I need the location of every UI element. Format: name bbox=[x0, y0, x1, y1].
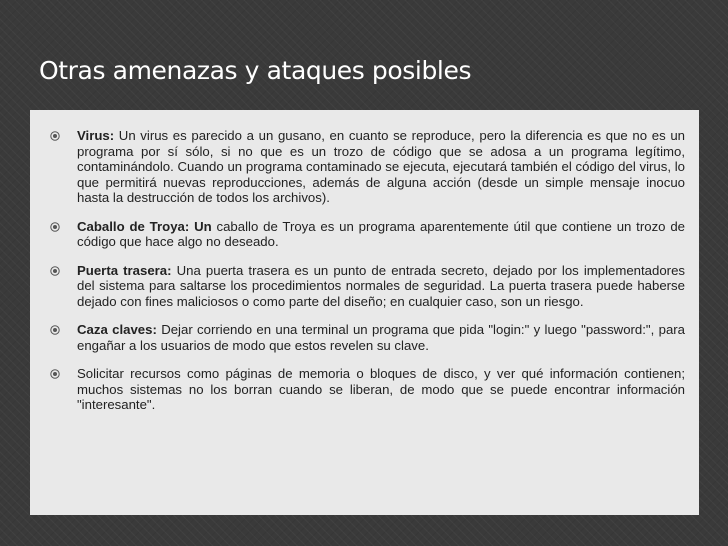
circled-dot-icon bbox=[48, 322, 62, 338]
bullet-text: caballo de Troya es un programa aparentemente útil que contiene un trozo de código que hace algo no deseado. bbox=[77, 218, 685, 249]
circled-dot-icon bbox=[48, 219, 62, 235]
content-panel bbox=[30, 110, 699, 515]
bullet-lead: Puerta trasera: bbox=[77, 262, 177, 278]
bullet-text: Una puerta trasera es un punto de entrada secreto, dejado por los implementadores del sistema para saltarse los procedimientos normales de seguridad. La puerta trasera puede haberse dejado con fines maliciosos o como parte del diseño; en cualquier caso, son un riesgo. bbox=[77, 262, 685, 309]
bullet-text: Solicitar recursos como páginas de memoria o bloques de disco, y ver qué información contienen; muchos sistemas no los borran cuando se liberan, de modo que se puede encontrar información "interesante". bbox=[77, 366, 685, 412]
bullet-item-puerta-trasera bbox=[48, 263, 685, 310]
circled-dot-icon bbox=[48, 263, 62, 279]
circled-dot-icon bbox=[48, 128, 62, 144]
bullet-item-caza-claves bbox=[48, 322, 685, 353]
bullet-item-solicitar-recursos bbox=[48, 366, 685, 413]
bullet-item-caballo-de-troya bbox=[48, 219, 685, 250]
bullet-lead: Virus: bbox=[77, 128, 119, 143]
circled-dot-icon bbox=[48, 366, 62, 382]
bullet-lead: Caza claves: bbox=[77, 322, 162, 337]
slide-title: Otras amenazas y ataques posibles bbox=[39, 56, 472, 85]
bullet-text: Un virus es parecido a un gusano, en cuanto se reproduce, pero la diferencia es que no es un programa por sí sólo, si no que es un trozo de código que se adosa a un programa legítimo, contaminándolo. Cuando un programa contaminado se ejecuta, ejecutará también el código del virus, lo que permitirá nuevas reproducciones, además de alguna acción (desde un simple mensaje inocuo hasta la destrucción de todos los archivos). bbox=[77, 128, 685, 205]
bullet-list bbox=[48, 128, 685, 413]
bullet-item-virus bbox=[48, 128, 685, 206]
bullet-lead: Caballo de Troya: Un bbox=[77, 218, 217, 234]
bullet-text: Dejar corriendo en una terminal un programa que pida "login:" y luego "password:", para engañar a los usuarios de modo que estos revelen su clave. bbox=[77, 322, 686, 353]
